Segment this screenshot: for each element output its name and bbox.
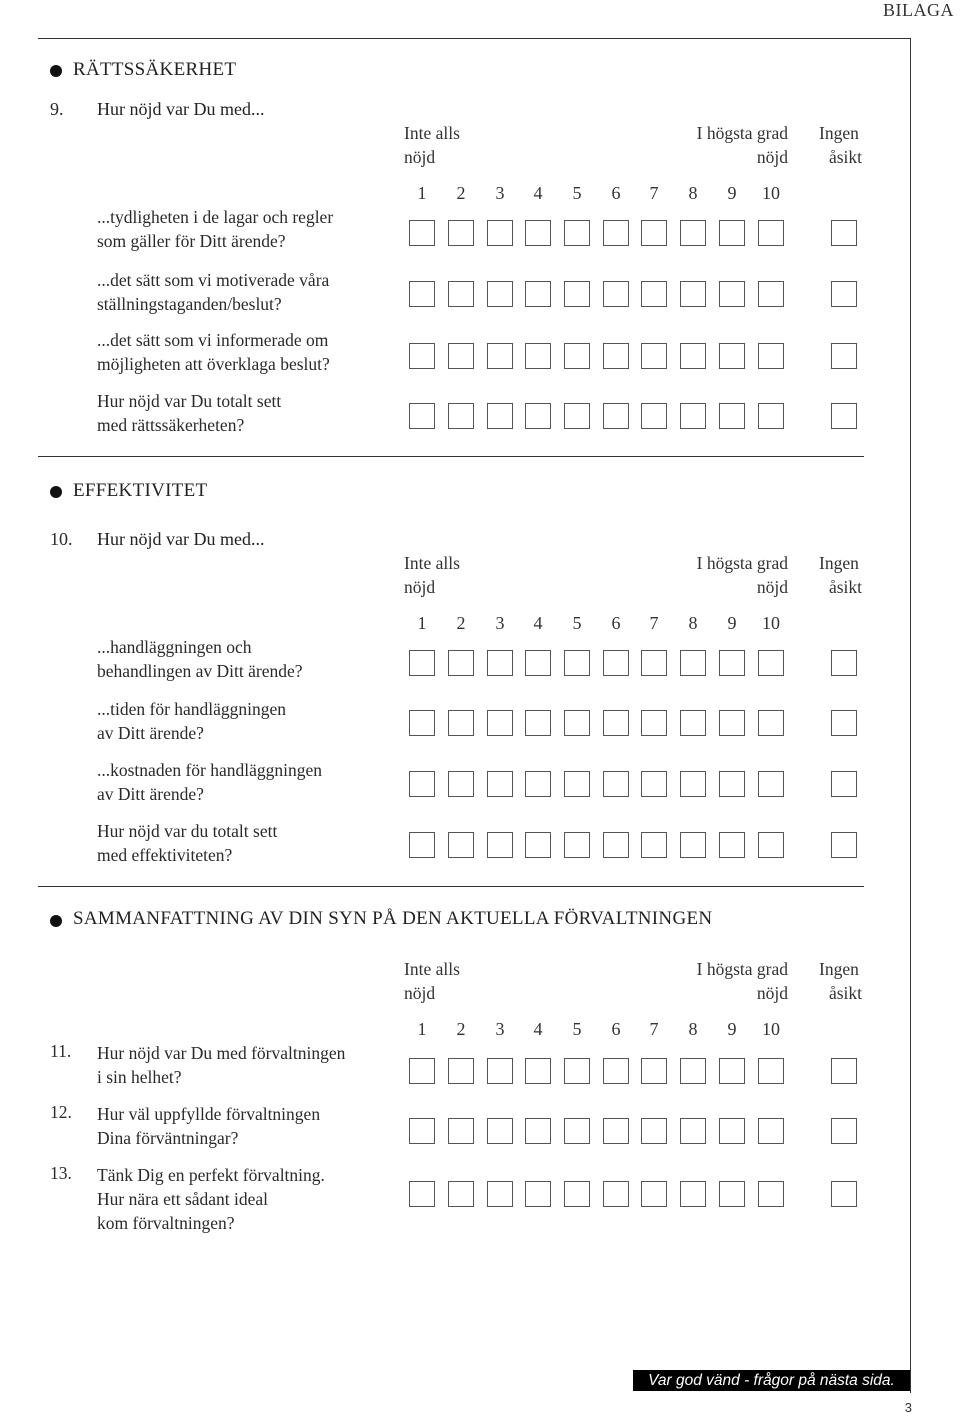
question-text-line: med rättssäkerheten? xyxy=(97,415,245,435)
question-text-line: ställningstaganden/beslut? xyxy=(97,294,282,314)
rating-checkbox-4[interactable] xyxy=(525,220,551,246)
scale-number-5: 5 xyxy=(572,183,582,203)
no-opinion-checkbox[interactable] xyxy=(831,1058,857,1084)
question-text-line: kom förvaltningen? xyxy=(97,1213,235,1233)
scale-number-1: 1 xyxy=(417,613,427,633)
question-text-line: Hur väl uppfyllde förvaltningen xyxy=(97,1104,321,1124)
rating-checkbox-7[interactable] xyxy=(641,710,667,736)
scale-high-label: I högsta grad xyxy=(696,959,788,979)
question-number: 11. xyxy=(50,1041,72,1061)
rating-checkbox-6[interactable] xyxy=(603,403,629,429)
question-text-line: ...handläggningen och xyxy=(97,637,252,657)
scale-number-9: 9 xyxy=(727,613,737,633)
rating-checkbox-2[interactable] xyxy=(448,281,474,307)
rating-checkbox-1[interactable] xyxy=(409,1118,435,1144)
rating-checkbox-10[interactable] xyxy=(758,281,784,307)
rating-checkbox-6[interactable] xyxy=(603,832,629,858)
scale-number-4: 4 xyxy=(533,1019,543,1039)
rating-checkbox-8[interactable] xyxy=(680,343,706,369)
rating-checkbox-2[interactable] xyxy=(448,1058,474,1084)
scale-number-2: 2 xyxy=(456,613,466,633)
rating-checkbox-6[interactable] xyxy=(603,1181,629,1207)
section-title-sammanfattning: SAMMANFATTNING AV DIN SYN PÅ DEN AKTUELLA FÖRVALTNINGEN xyxy=(73,908,713,929)
rating-checkbox-3[interactable] xyxy=(487,1058,513,1084)
rating-checkbox-10[interactable] xyxy=(758,1118,784,1144)
no-opinion-checkbox[interactable] xyxy=(831,1118,857,1144)
rating-checkbox-7[interactable] xyxy=(641,650,667,676)
rating-checkbox-8[interactable] xyxy=(680,281,706,307)
scale-number-10: 10 xyxy=(762,613,780,633)
rating-checkbox-2[interactable] xyxy=(448,1118,474,1144)
rating-checkbox-9[interactable] xyxy=(719,403,745,429)
rating-checkbox-3[interactable] xyxy=(487,1181,513,1207)
question-text xyxy=(97,819,277,867)
rating-checkbox-2[interactable] xyxy=(448,343,474,369)
scale-high-label: nöjd xyxy=(756,577,788,597)
rating-checkbox-8[interactable] xyxy=(680,710,706,736)
rating-checkbox-5[interactable] xyxy=(564,1181,590,1207)
rating-checkbox-5[interactable] xyxy=(564,403,590,429)
rating-checkbox-9[interactable] xyxy=(719,1118,745,1144)
question-text xyxy=(97,1163,325,1235)
question-text xyxy=(97,205,333,253)
rating-checkbox-9[interactable] xyxy=(719,1181,745,1207)
rating-checkbox-1[interactable] xyxy=(409,343,435,369)
rating-checkbox-6[interactable] xyxy=(603,1058,629,1084)
no-opinion-checkbox[interactable] xyxy=(831,832,857,858)
question-text xyxy=(97,328,330,376)
rating-checkbox-10[interactable] xyxy=(758,1181,784,1207)
rating-checkbox-2[interactable] xyxy=(448,771,474,797)
rating-checkbox-2[interactable] xyxy=(448,1181,474,1207)
rating-checkbox-4[interactable] xyxy=(525,771,551,797)
rating-checkbox-3[interactable] xyxy=(487,281,513,307)
rating-checkbox-3[interactable] xyxy=(487,650,513,676)
rating-checkbox-1[interactable] xyxy=(409,832,435,858)
page-number: 3 xyxy=(904,1400,912,1415)
question-number-9: 9. xyxy=(50,99,64,119)
section-divider xyxy=(38,456,864,457)
rating-checkbox-4[interactable] xyxy=(525,343,551,369)
rating-checkbox-5[interactable] xyxy=(564,771,590,797)
rating-checkbox-5[interactable] xyxy=(564,220,590,246)
scale-low-label: nöjd xyxy=(404,577,436,597)
question-text xyxy=(97,1041,345,1089)
no-opinion-checkbox[interactable] xyxy=(831,343,857,369)
rating-checkbox-10[interactable] xyxy=(758,650,784,676)
rating-checkbox-4[interactable] xyxy=(525,710,551,736)
question-number: 13. xyxy=(50,1163,72,1183)
rating-checkbox-9[interactable] xyxy=(719,220,745,246)
rating-checkbox-7[interactable] xyxy=(641,1118,667,1144)
rating-checkbox-3[interactable] xyxy=(487,343,513,369)
question-text-line: Tänk Dig en perfekt förvaltning. xyxy=(97,1165,325,1185)
question-text xyxy=(97,389,281,437)
scale-number-10: 10 xyxy=(762,1019,780,1039)
scale-number-6: 6 xyxy=(611,613,621,633)
no-opinion-checkbox[interactable] xyxy=(831,281,857,307)
question-text-line: Hur nära ett sådant ideal xyxy=(97,1189,269,1209)
section-divider xyxy=(38,886,864,887)
rating-checkbox-5[interactable] xyxy=(564,1058,590,1084)
scale-number-4: 4 xyxy=(533,613,543,633)
question-text-line: möjligheten att överklaga beslut? xyxy=(97,354,330,374)
question-text xyxy=(97,697,286,745)
scale-number-10: 10 xyxy=(762,183,780,203)
section-title-effektivitet: EFFEKTIVITET xyxy=(73,480,208,501)
rating-checkbox-7[interactable] xyxy=(641,220,667,246)
rating-checkbox-1[interactable] xyxy=(409,771,435,797)
rating-checkbox-6[interactable] xyxy=(603,650,629,676)
rating-checkbox-1[interactable] xyxy=(409,710,435,736)
scale-number-4: 4 xyxy=(533,183,543,203)
question-text-line: ...det sätt som vi informerade om xyxy=(97,330,329,350)
rating-checkbox-4[interactable] xyxy=(525,281,551,307)
scale-number-3: 3 xyxy=(495,183,505,203)
section-bullet-icon xyxy=(50,486,62,498)
appendix-label: BILAGA xyxy=(883,0,954,20)
rating-checkbox-9[interactable] xyxy=(719,1058,745,1084)
rating-checkbox-8[interactable] xyxy=(680,1058,706,1084)
no-opinion-checkbox[interactable] xyxy=(831,220,857,246)
rating-checkbox-8[interactable] xyxy=(680,1118,706,1144)
rating-checkbox-6[interactable] xyxy=(603,281,629,307)
question-number-10: 10. xyxy=(50,529,73,549)
question-text-line: av Ditt ärende? xyxy=(97,723,204,743)
scale-number-1: 1 xyxy=(417,1019,427,1039)
rating-checkbox-7[interactable] xyxy=(641,343,667,369)
rating-checkbox-9[interactable] xyxy=(719,281,745,307)
footer-note: Var god vänd - frågor på nästa sida. xyxy=(633,1370,910,1391)
rating-checkbox-7[interactable] xyxy=(641,281,667,307)
rating-checkbox-2[interactable] xyxy=(448,710,474,736)
no-opinion-checkbox[interactable] xyxy=(831,1181,857,1207)
rating-checkbox-8[interactable] xyxy=(680,650,706,676)
section-bullet-icon xyxy=(50,65,62,77)
rating-checkbox-6[interactable] xyxy=(603,343,629,369)
scale-number-8: 8 xyxy=(688,613,698,633)
rating-checkbox-5[interactable] xyxy=(564,1118,590,1144)
scale-high-label: nöjd xyxy=(756,147,788,167)
rating-checkbox-1[interactable] xyxy=(409,403,435,429)
rating-checkbox-7[interactable] xyxy=(641,1181,667,1207)
scale-none-label: Ingen xyxy=(819,123,859,143)
rating-checkbox-7[interactable] xyxy=(641,832,667,858)
section-bullet-icon xyxy=(50,915,62,927)
question-text-line: Hur nöjd var du totalt sett xyxy=(97,821,278,841)
rating-checkbox-10[interactable] xyxy=(758,220,784,246)
question-10-title: Hur nöjd var Du med... xyxy=(97,529,265,549)
question-text-line: med effektiviteten? xyxy=(97,845,233,865)
scale-number-6: 6 xyxy=(611,183,621,203)
rating-checkbox-3[interactable] xyxy=(487,1118,513,1144)
scale-number-9: 9 xyxy=(727,183,737,203)
rating-checkbox-4[interactable] xyxy=(525,1181,551,1207)
scale-high-label: I högsta grad xyxy=(696,553,788,573)
no-opinion-checkbox[interactable] xyxy=(831,650,857,676)
rating-checkbox-8[interactable] xyxy=(680,771,706,797)
question-text xyxy=(97,268,329,316)
scale-none-label: åsikt xyxy=(828,577,862,597)
rating-checkbox-6[interactable] xyxy=(603,220,629,246)
rating-checkbox-10[interactable] xyxy=(758,1058,784,1084)
question-text-line: som gäller för Ditt ärende? xyxy=(97,231,286,251)
rating-checkbox-7[interactable] xyxy=(641,403,667,429)
rating-checkbox-3[interactable] xyxy=(487,710,513,736)
scale-number-8: 8 xyxy=(688,183,698,203)
rating-checkbox-4[interactable] xyxy=(525,1058,551,1084)
rating-checkbox-4[interactable] xyxy=(525,1118,551,1144)
scale-number-1: 1 xyxy=(417,183,427,203)
rating-checkbox-10[interactable] xyxy=(758,710,784,736)
rating-checkbox-7[interactable] xyxy=(641,771,667,797)
question-text-line: ...tiden för handläggningen xyxy=(97,699,287,719)
rating-checkbox-9[interactable] xyxy=(719,771,745,797)
rating-checkbox-6[interactable] xyxy=(603,771,629,797)
question-text-line: av Ditt ärende? xyxy=(97,784,204,804)
scale-number-5: 5 xyxy=(572,1019,582,1039)
no-opinion-checkbox[interactable] xyxy=(831,710,857,736)
rating-checkbox-8[interactable] xyxy=(680,220,706,246)
rating-checkbox-2[interactable] xyxy=(448,403,474,429)
question-text xyxy=(97,1102,320,1150)
question-text-line: ...tydligheten i de lagar och regler xyxy=(97,207,334,227)
question-text-line: ...det sätt som vi motiverade våra xyxy=(97,270,330,290)
scale-high-label: nöjd xyxy=(756,983,788,1003)
scale-number-3: 3 xyxy=(495,1019,505,1039)
rating-checkbox-8[interactable] xyxy=(680,1181,706,1207)
scale-number-5: 5 xyxy=(572,613,582,633)
scale-low-label: nöjd xyxy=(404,983,436,1003)
question-text-line: i sin helhet? xyxy=(97,1067,182,1087)
rating-checkbox-5[interactable] xyxy=(564,650,590,676)
rating-checkbox-1[interactable] xyxy=(409,1181,435,1207)
rating-checkbox-10[interactable] xyxy=(758,832,784,858)
question-text xyxy=(97,758,322,806)
scale-number-2: 2 xyxy=(456,183,466,203)
scale-none-label: åsikt xyxy=(828,147,862,167)
rating-checkbox-9[interactable] xyxy=(719,650,745,676)
rating-checkbox-8[interactable] xyxy=(680,832,706,858)
rating-checkbox-9[interactable] xyxy=(719,343,745,369)
scale-number-9: 9 xyxy=(727,1019,737,1039)
rating-checkbox-4[interactable] xyxy=(525,650,551,676)
no-opinion-checkbox[interactable] xyxy=(831,403,857,429)
rating-checkbox-9[interactable] xyxy=(719,710,745,736)
question-text-line: Hur nöjd var Du totalt sett xyxy=(97,391,282,411)
rating-checkbox-5[interactable] xyxy=(564,343,590,369)
scale-high-label: I högsta grad xyxy=(696,123,788,143)
rating-checkbox-6[interactable] xyxy=(603,1118,629,1144)
scale-number-7: 7 xyxy=(649,1019,659,1039)
question-number: 12. xyxy=(50,1102,72,1122)
rating-checkbox-4[interactable] xyxy=(525,832,551,858)
rating-checkbox-8[interactable] xyxy=(680,403,706,429)
rating-checkbox-1[interactable] xyxy=(409,650,435,676)
rating-checkbox-7[interactable] xyxy=(641,1058,667,1084)
no-opinion-checkbox[interactable] xyxy=(831,771,857,797)
scale-number-7: 7 xyxy=(649,613,659,633)
rating-checkbox-10[interactable] xyxy=(758,771,784,797)
rating-checkbox-5[interactable] xyxy=(564,832,590,858)
scale-low-label: Inte alls xyxy=(404,959,460,979)
scale-none-label: Ingen xyxy=(819,959,859,979)
rating-checkbox-10[interactable] xyxy=(758,403,784,429)
rating-checkbox-3[interactable] xyxy=(487,220,513,246)
question-9-title: Hur nöjd var Du med... xyxy=(97,99,265,119)
scale-number-8: 8 xyxy=(688,1019,698,1039)
scale-number-7: 7 xyxy=(649,183,659,203)
rating-checkbox-2[interactable] xyxy=(448,650,474,676)
rating-checkbox-3[interactable] xyxy=(487,403,513,429)
scale-none-label: Ingen xyxy=(819,553,859,573)
scale-low-label: nöjd xyxy=(404,147,436,167)
rating-checkbox-1[interactable] xyxy=(409,1058,435,1084)
rating-checkbox-2[interactable] xyxy=(448,220,474,246)
question-text xyxy=(97,635,303,683)
rating-checkbox-2[interactable] xyxy=(448,832,474,858)
scale-number-3: 3 xyxy=(495,613,505,633)
section-title-rattssakerhet: RÄTTSSÄKERHET xyxy=(73,59,237,80)
rating-checkbox-9[interactable] xyxy=(719,832,745,858)
rating-checkbox-1[interactable] xyxy=(409,281,435,307)
scale-low-label: Inte alls xyxy=(404,553,460,573)
rating-checkbox-1[interactable] xyxy=(409,220,435,246)
scale-number-6: 6 xyxy=(611,1019,621,1039)
question-text-line: ...kostnaden för handläggningen xyxy=(97,760,323,780)
rating-checkbox-5[interactable] xyxy=(564,710,590,736)
rating-checkbox-3[interactable] xyxy=(487,771,513,797)
rating-checkbox-6[interactable] xyxy=(603,710,629,736)
question-text-line: Hur nöjd var Du med förvaltningen xyxy=(97,1043,346,1063)
scale-none-label: åsikt xyxy=(828,983,862,1003)
question-text-line: behandlingen av Ditt ärende? xyxy=(97,661,303,681)
scale-number-2: 2 xyxy=(456,1019,466,1039)
question-text-line: Dina förväntningar? xyxy=(97,1128,239,1148)
rating-checkbox-5[interactable] xyxy=(564,281,590,307)
rating-checkbox-3[interactable] xyxy=(487,832,513,858)
rating-checkbox-10[interactable] xyxy=(758,343,784,369)
rating-checkbox-4[interactable] xyxy=(525,403,551,429)
scale-low-label: Inte alls xyxy=(404,123,460,143)
